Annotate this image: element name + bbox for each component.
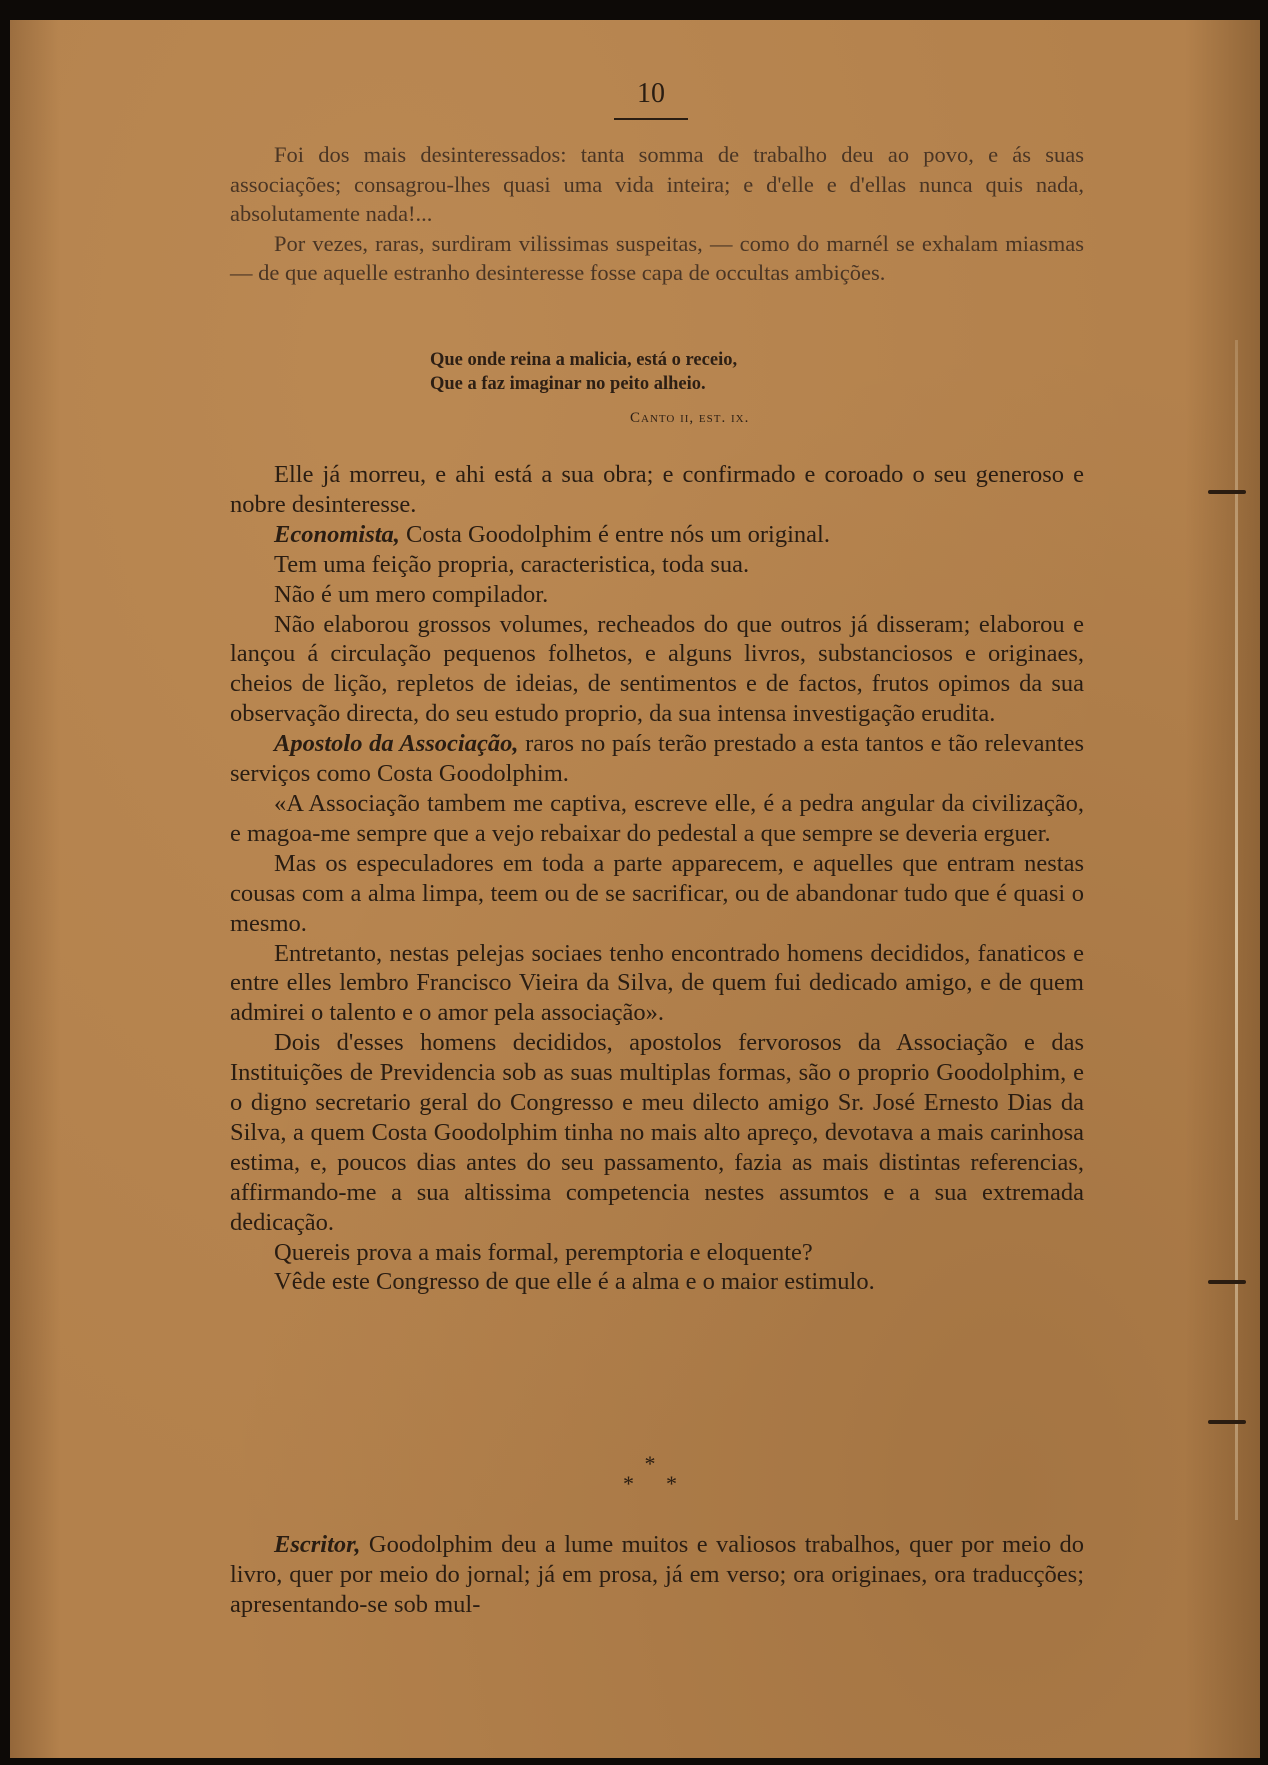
italic-lead: Economista,	[274, 520, 400, 548]
asterisk: *	[666, 1471, 677, 1496]
main-section	[230, 460, 1084, 1297]
paragraph: Não é um mero compilador.	[274, 580, 549, 608]
verse-source: Canto ii, est. ix.	[630, 410, 750, 426]
paragraph: Tem uma feição propria, caracteristica, toda sua.	[274, 550, 750, 578]
paragraph-text: Costa Goodolphim é entre nós um original.	[399, 520, 830, 548]
writer-section	[230, 1530, 1084, 1620]
page-fold-line	[1235, 340, 1238, 1520]
paragraph: Por vezes, raras, surdiram vilissimas suspeitas, — como do marnél se exhalam miasmas — de que aquelle estranho desinteresse fosse capa de occultas ambições.	[230, 230, 1084, 285]
paragraph	[230, 1530, 1084, 1620]
paragraph: Elle já morreu, e ahi está a sua obra; e confirmado e coroado o seu generoso e nobre desinteresse.	[230, 461, 1084, 518]
paragraph: Vêde este Congresso de que elle é a alma e o maior estimulo.	[274, 1268, 875, 1296]
verse-quote	[430, 348, 890, 396]
italic-lead: Escritor,	[274, 1531, 361, 1558]
section-separator	[600, 1451, 700, 1496]
asterisk: *	[623, 1471, 634, 1496]
binding-stitch	[1208, 1420, 1246, 1424]
paragraph	[230, 520, 1084, 550]
paragraph	[230, 729, 1084, 789]
binding-stitch	[1208, 1280, 1246, 1284]
paragraph: Quereis prova a mais formal, peremptoria e eloquente?	[274, 1238, 813, 1266]
paragraph: «A Associação tambem me captiva, escreve elle, é a pedra angular da civilização, e magoa-me sempre que a vejo rebaixar do pedestal a que sempre se deveria erguer.	[230, 789, 1084, 847]
binding-stitch	[1208, 490, 1246, 494]
italic-lead: Apostolo da Associação,	[274, 730, 519, 758]
page-number-rule	[614, 118, 688, 120]
verse-line: Que onde reina a malicia, está o receio,	[430, 350, 738, 370]
paragraph: Não elaborou grossos volumes, recheados do que outros já disseram; elaborou e lançou á circulação pequenos folhetos, e alguns livros, substanciosos e originaes, cheios de lição, repletos de ideias, de sentimentos e de factos, frutos opimos da sua observação directa, do seu estudo proprio, da sua intensa investigação erudita.	[230, 610, 1084, 728]
paragraph-text: Goodolphim deu a lume muitos e valiosos trabalhos, quer por meio do livro, quer por meio do jornal; já em prosa, já em verso; ora originaes, ora traducções; apresentando-se sob mul-	[230, 1531, 1084, 1618]
paragraph: Foi dos mais desinteressados: tanta somma de trabalho deu ao povo, e ás suas associações; consagrou-lhes quasi uma vida inteira; e d'elle e d'ellas nunca quis nada, absolutamente nada!...	[230, 142, 1084, 226]
paragraph: Dois d'esses homens decididos, apostolos fervorosos da Associação e das Instituições de Previdencia sob as suas multiplas formas, são o proprio Goodolphim, e o digno secretario geral do Congresso e meu dilecto amigo Sr. José Ernesto Dias da Silva, a quem Costa Goodolphim tinha no mais alto apreço, devotava a mais carinhosa estima, e, poucos dias antes do seu passamento, fazia as mais distintas referencias, affirmando-me a sua altissima competencia nestes assumtos e a sua extremada dedicação.	[230, 1029, 1084, 1236]
paragraph: Entretanto, nestas pelejas sociaes tenho encontrado homens decididos, fanaticos e entre elles lembro Francisco Vieira da Silva, de quem fui dedicado amigo, e de quem admirei o talento e o amor pela associação».	[230, 939, 1084, 1027]
paragraph-text: raros no país terão prestado a esta tantos e tão relevantes serviços como Costa Goodolphim.	[230, 730, 1084, 788]
asterisk: *	[644, 1451, 656, 1476]
intro-section	[230, 140, 1084, 288]
paragraph: Mas os especuladores em toda a parte apparecem, e aquelles que entram nestas cousas com a alma limpa, teem ou de se sacrificar, ou de abandonar tudo que é quasi o mesmo.	[230, 849, 1084, 937]
verse-line: Que a faz imaginar no peito alheio.	[430, 374, 706, 394]
page-number: 10	[637, 78, 665, 109]
